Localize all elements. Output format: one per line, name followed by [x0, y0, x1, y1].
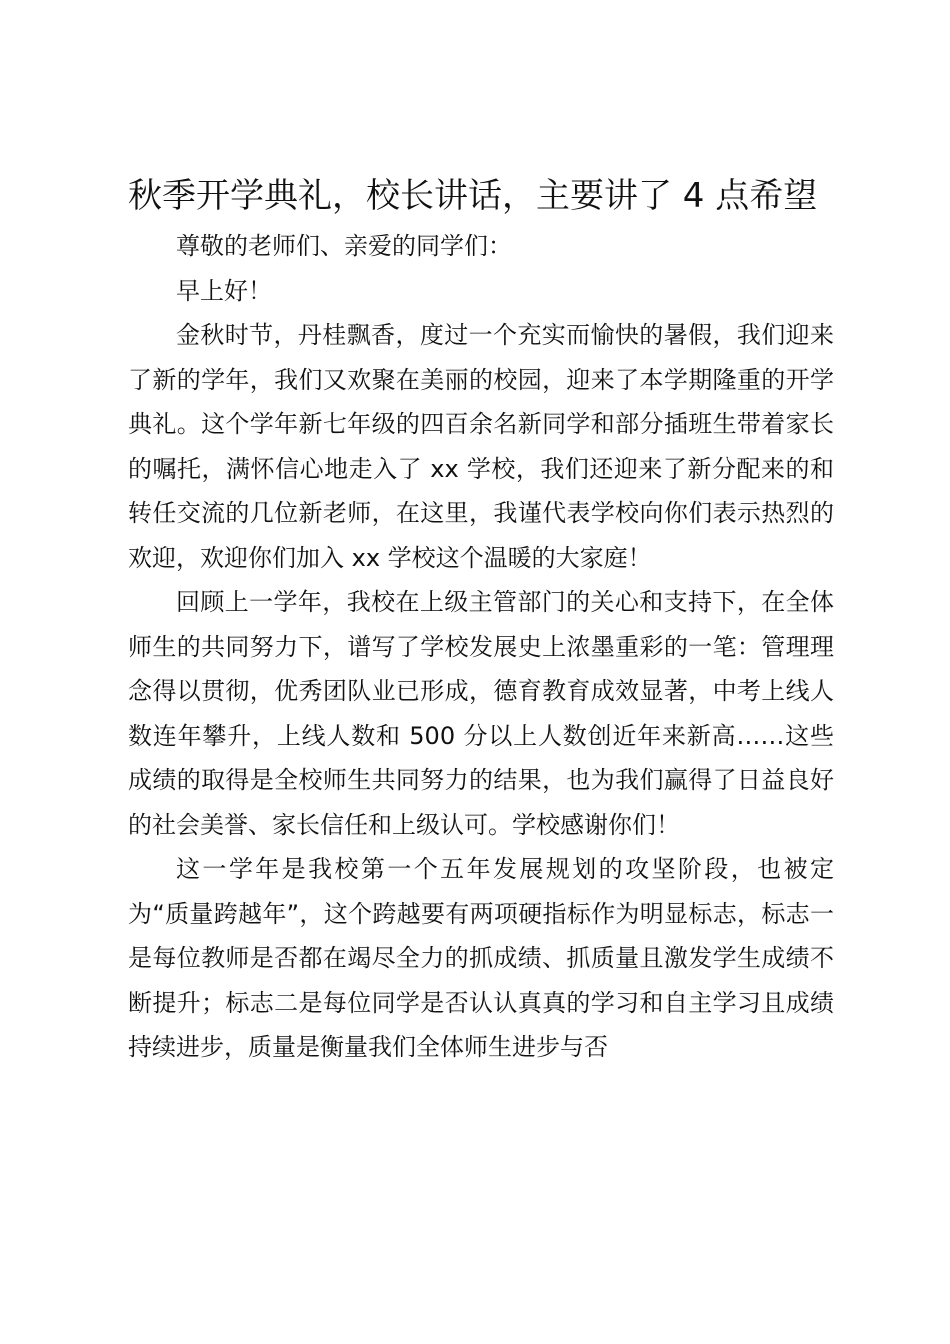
- paragraph-welcome: 金秋时节，丹桂飘香，度过一个充实而愉快的暑假，我们迎来了新的学年，我们又欢聚在美丽的校园，迎来了本学期隆重的开学典礼。这个学年新七年级的四百余名新同学和部分插班生带着家长的嘱托，满怀信心地走入了 xx 学校，我们还迎来了新分配来的和转任交流的几位新老师，在这里，我谨代表学校向你们表示热烈的欢迎，欢迎你们加入 xx 学校这个温暖的大家庭！: [128, 321, 834, 572]
- paragraph-review: 回顾上一学年，我校在上级主管部门的关心和支持下，在全体师生的共同努力下，谱写了学校发展史上浓墨重彩的一笔：管理理念得以贯彻，优秀团队业已形成，德育教育成效显著，中考上线人数连年攀升，上线人数和 500 分以上人数创近年来新高……这些成绩的取得是全校师生共同努力的结果，也为我们赢得了日益良好的社会美誉、家长信任和上级认可。学校感谢你们！: [128, 588, 834, 839]
- document-page: [128, 170, 834, 1070]
- paragraph-quality-year: 这一学年是我校第一个五年发展规划的攻坚阶段，也被定为“质量跨越年”，这个跨越要有两项硬指标作为明显标志，标志一是每位教师是否都在竭尽全力的抓成绩、抓质量且激发学生成绩不断提升；标志二是每位同学是否认认真真的学习和自主学习且成绩持续进步，质量是衡量我们全体师生进步与否: [128, 855, 834, 1061]
- document-title: 秋季开学典礼，校长讲话，主要讲了 4 点希望: [128, 176, 818, 216]
- greeting-salutation: 尊敬的老师们、亲爱的同学们：: [176, 232, 512, 260]
- greeting-morning: 早上好！: [176, 276, 272, 305]
